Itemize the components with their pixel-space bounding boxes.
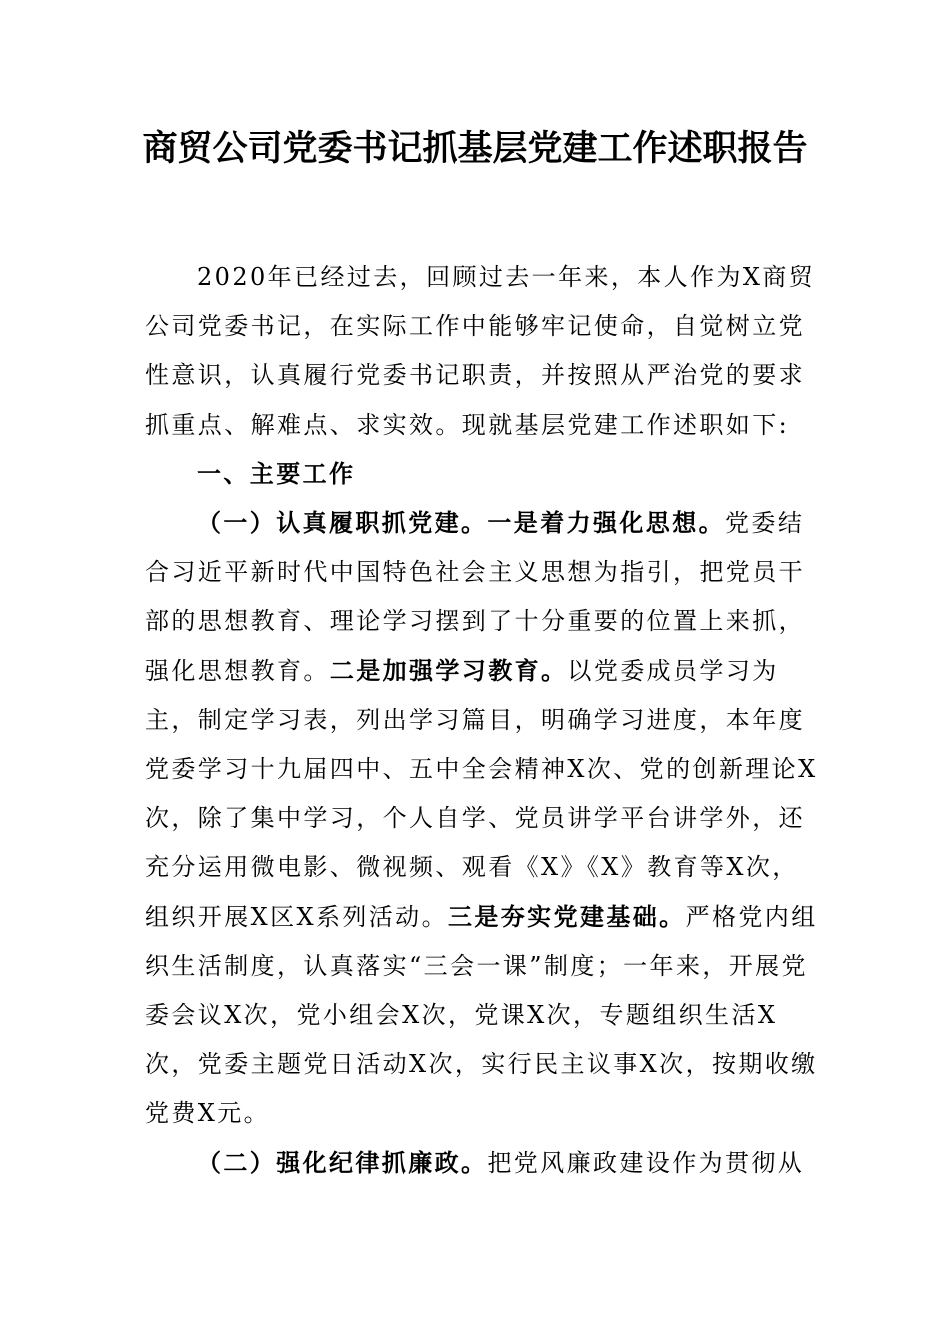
section-heading-main-work: 一、主要工作	[197, 459, 356, 488]
point-three-text: 严格党内组织生活制度，认真落实“三会一课”制度；一年来，开展党委会议X次，党小组会X次，党课X次，专题组织生活X次，党委主题党日活动X次，实行民主议事X次，按期收缴党费X元。	[145, 902, 818, 1128]
point-one-text: 党委结合习近平新时代中国特色社会主义思想为指引，把党员干部的思想教育、理论学习摆到了十分重要的位置上来抓，强化思想教育。	[145, 509, 805, 685]
document-title: 商贸公司党委书记抓基层党建工作述职报告	[142, 129, 808, 169]
document-body	[145, 253, 825, 1188]
subheading-duty: （一）认真履职抓党建。	[197, 509, 488, 538]
point-two-text: 以党委成员学习为主，制定学习表，列出学习篇目，明确学习进度，本年度党委学习十九届四中、五中全会精神X次、党的创新理论X次，除了集中学习，个人自学、党员讲学平台讲学外，还充分运用微电影、微视频、观看《X》《X》教育等X次，组织开展X区X系列活动。	[145, 656, 818, 931]
point-two-label: 二是加强学习教育。	[329, 656, 568, 685]
point-three-label: 三是夯实党建基础。	[447, 902, 686, 931]
discipline-text: 把党风廉政建设作为贯彻从	[487, 1148, 805, 1177]
intro-paragraph: 2020年已经过去，回顾过去一年来，本人作为X商贸公司党委书记，在实际工作中能够牢记使命，自觉树立党性意识，认真履行党委书记职责，并按照从严治党的要求抓重点、解难点、求实效。现就基层党建工作述职如下:	[145, 263, 816, 439]
paragraph-discipline	[145, 1139, 825, 1188]
subheading-discipline: （二）强化纪律抓廉政。	[197, 1148, 488, 1177]
paragraph-party-building	[145, 499, 825, 1139]
point-one-label: 一是着力强化思想。	[487, 509, 726, 538]
